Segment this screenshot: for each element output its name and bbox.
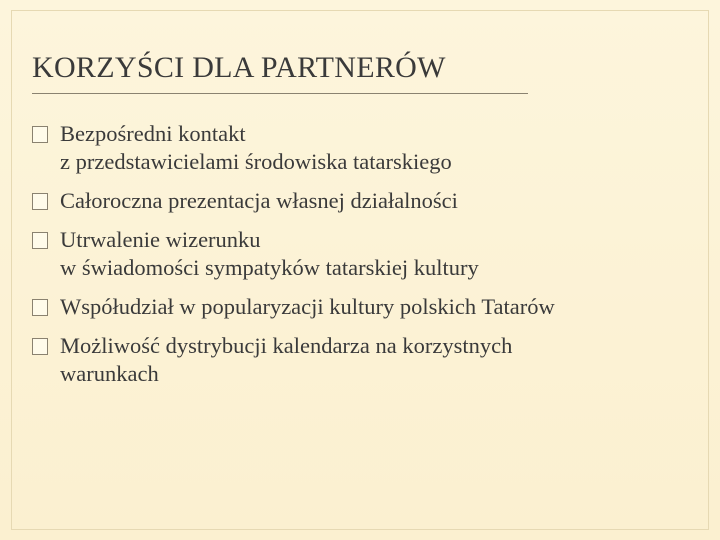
bullet-text-line: z przedstawicielami środowiska tatarskiego (60, 149, 452, 174)
title-underline (32, 93, 528, 94)
bullet-text-line: w świadomości sympatyków tatarskiej kultury (60, 255, 479, 280)
checkbox-square-icon (32, 299, 48, 316)
bullet-item (32, 332, 692, 388)
bullet-text-line: Współudział w popularyzacji kultury polskich Tatarów (60, 294, 555, 319)
bullet-text-line: Utrwalenie wizerunku (60, 227, 261, 252)
bullet-item (32, 120, 692, 176)
slide-title: KORZYŚCI DLA PARTNERÓW (32, 51, 446, 84)
bullet-list (32, 120, 692, 399)
checkbox-square-icon (32, 232, 48, 249)
bullet-item (32, 293, 692, 321)
checkbox-square-icon (32, 338, 48, 355)
checkbox-square-icon (32, 193, 48, 210)
bullet-item (32, 187, 692, 215)
bullet-text-line: Całoroczna prezentacja własnej działalności (60, 188, 458, 213)
bullet-text-line: warunkach (60, 361, 159, 386)
bullet-item (32, 226, 692, 282)
bullet-text-line: Bezpośredni kontakt (60, 121, 246, 146)
checkbox-square-icon (32, 126, 48, 143)
bullet-text-line: Możliwość dystrybucji kalendarza na korzystnych (60, 333, 513, 358)
